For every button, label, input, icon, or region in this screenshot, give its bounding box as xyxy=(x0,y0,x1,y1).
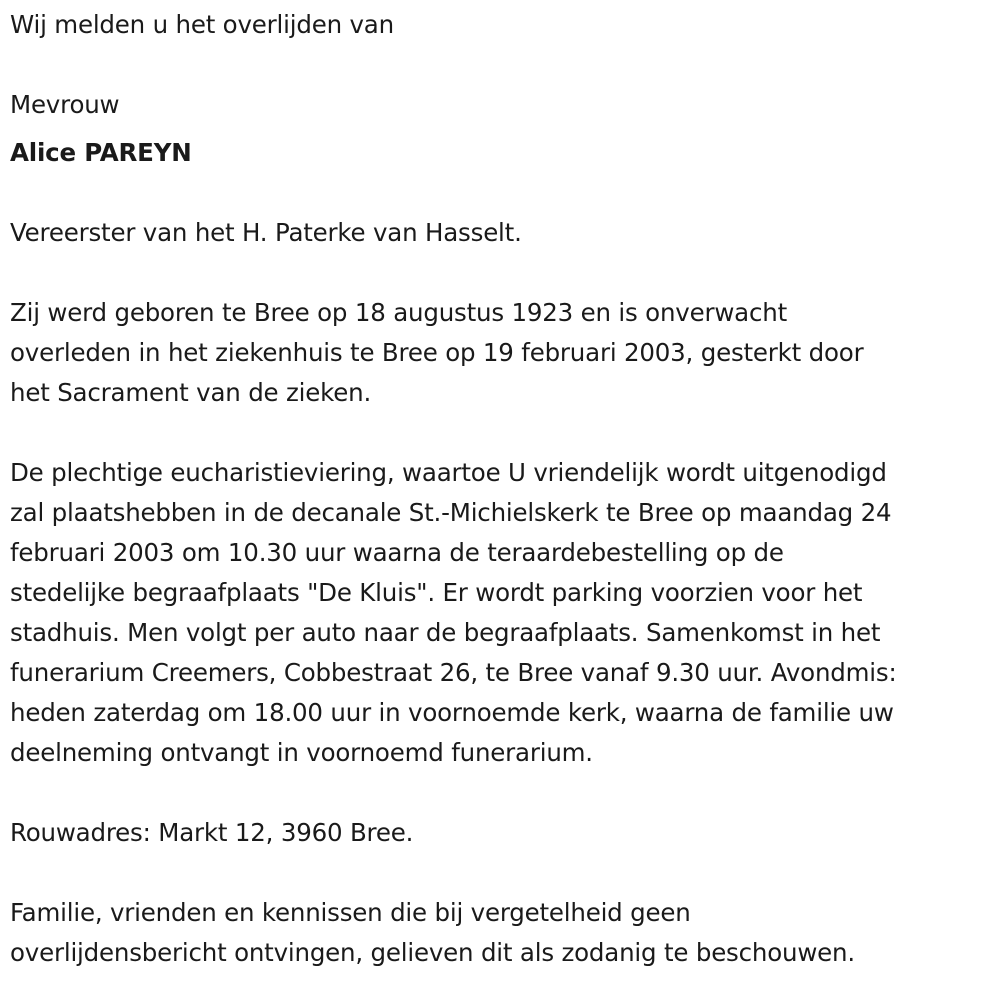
paragraph-line: overleden in het ziekenhuis te Bree op 19 februari 2003, gesterkt door xyxy=(10,338,864,367)
spacer xyxy=(10,173,995,213)
paragraph-line: stadhuis. Men volgt per auto naar de begraafplaats. Samenkomst in het xyxy=(10,618,881,647)
intro-text: Wij melden u het overlijden van xyxy=(10,10,394,39)
paragraph-line: deelneming ontvangt in voornoemd funerarium. xyxy=(10,738,593,767)
spacer xyxy=(10,773,995,813)
paragraph-line: februari 2003 om 10.30 uur waarna de teraardebestelling op de xyxy=(10,538,784,567)
birth-paragraph xyxy=(10,293,995,413)
deceased-name: Alice PAREYN xyxy=(10,138,192,167)
paragraph-line: De plechtige eucharistieviering, waartoe U vriendelijk wordt uitgenodigd xyxy=(10,458,887,487)
spacer xyxy=(10,45,995,85)
ceremony-paragraph xyxy=(10,453,995,773)
spacer xyxy=(10,253,995,293)
paragraph-line: funerarium Creemers, Cobbestraat 26, te Bree vanaf 9.30 uur. Avondmis: xyxy=(10,658,897,687)
role-text: Vereerster van het H. Paterke van Hasselt. xyxy=(10,218,522,247)
paragraph-line: zal plaatshebben in de decanale St.-Michielskerk te Bree op maandag 24 xyxy=(10,498,892,527)
paragraph-line: Familie, vrienden en kennissen die bij vergetelheid geen xyxy=(10,898,691,927)
paragraph-line: overlijdensbericht ontvingen, gelieven dit als zodanig te beschouwen. xyxy=(10,938,855,967)
paragraph-line: heden zaterdag om 18.00 uur in voornoemde kerk, waarna de familie uw xyxy=(10,698,894,727)
honorific-text: Mevrouw xyxy=(10,90,120,119)
closing-paragraph xyxy=(10,893,995,973)
paragraph-line: stedelijke begraafplaats "De Kluis". Er wordt parking voorzien voor het xyxy=(10,578,863,607)
spacer xyxy=(10,413,995,453)
paragraph-line: Zij werd geboren te Bree op 18 augustus 1923 en is onverwacht xyxy=(10,298,787,327)
address-text: Rouwadres: Markt 12, 3960 Bree. xyxy=(10,818,414,847)
death-announcement xyxy=(10,5,995,973)
spacer xyxy=(10,853,995,893)
paragraph-line: het Sacrament van de zieken. xyxy=(10,378,372,407)
